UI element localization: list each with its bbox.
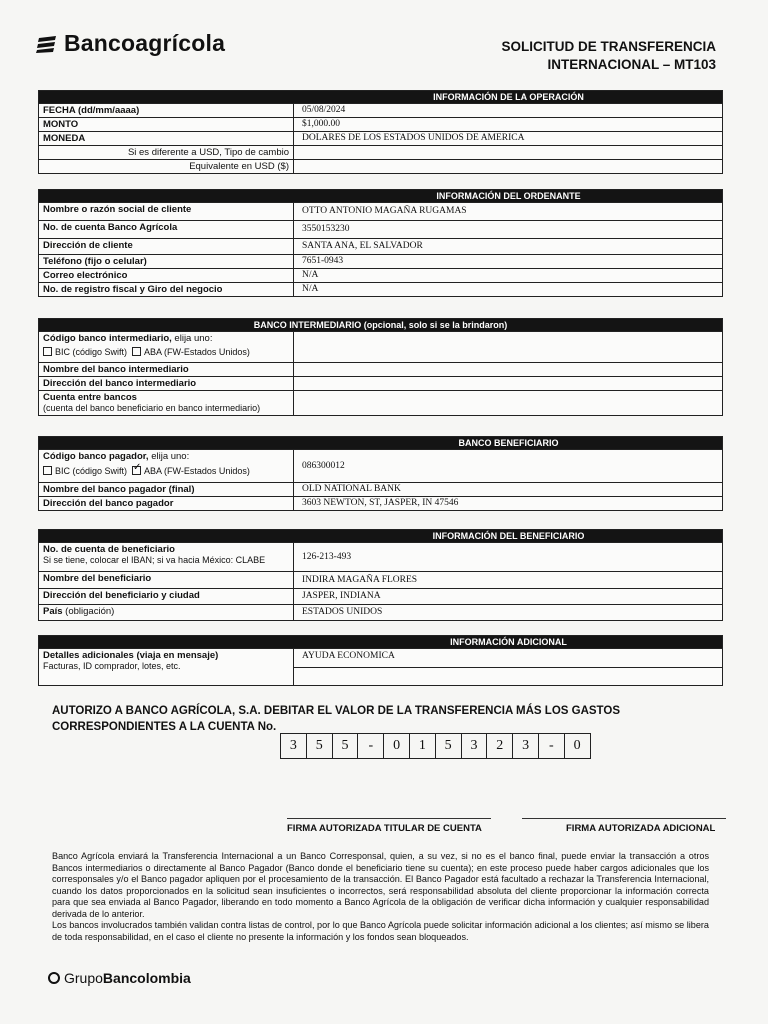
autorizacion-text: AUTORIZO A BANCO AGRÍCOLA, S.A. DEBITAR EL VALOR DE LA TRANSFERENCIA MÁS LOS GASTOS CORRESPONDIENTES A LA CUENTA No. bbox=[52, 705, 620, 733]
bancoagricola-logo bbox=[36, 30, 225, 57]
nombre-beneficiario-row: Nombre del beneficiario INDIRA MAGAÑA FLORES bbox=[39, 571, 722, 588]
account-digit[interactable]: 5 bbox=[435, 734, 461, 758]
beneficiario-header: INFORMACIÓN DEL BENEFICIARIO bbox=[39, 530, 722, 542]
direccion-cliente-field[interactable]: SANTA ANA, EL SALVADOR bbox=[302, 241, 423, 251]
grupo-bancolombia-logo: Grupo Bancolombia bbox=[48, 970, 191, 986]
bancolombia-logo-icon bbox=[48, 972, 60, 984]
detalles-field[interactable]: AYUDA ECONOMICA bbox=[294, 649, 722, 685]
cuenta-cliente-row: No. de cuenta Banco Agrícola 3550153230 bbox=[39, 220, 722, 238]
account-digit[interactable]: 1 bbox=[409, 734, 435, 758]
correo-field[interactable]: N/A bbox=[302, 270, 319, 280]
direccion-beneficiario-row: Dirección del beneficiario y ciudad JASPER, INDIANA bbox=[39, 588, 722, 604]
brand-name: Bancoagrícola bbox=[64, 30, 226, 56]
firma-adicional-label: FIRMA AUTORIZADA ADICIONAL bbox=[566, 823, 716, 834]
tipo-cambio-field[interactable] bbox=[294, 146, 722, 159]
nombre-intermediario-row: Nombre del banco intermediario bbox=[39, 362, 722, 376]
direccion-pagador-row: Dirección del banco pagador 3603 NEWTON, ST, JASPER, IN 47546 bbox=[39, 496, 722, 510]
aba-checkbox[interactable] bbox=[132, 347, 141, 356]
pais-row: País (obligación) ESTADOS UNIDOS bbox=[39, 604, 722, 620]
account-digit[interactable]: 0 bbox=[564, 734, 590, 758]
account-number-boxes bbox=[280, 733, 591, 759]
account-digit[interactable]: 5 bbox=[332, 734, 358, 758]
bank-logo-icon bbox=[36, 35, 58, 53]
fecha-row: FECHA (dd/mm/aaaa) 05/08/2024 bbox=[39, 103, 722, 117]
equivalente-field[interactable] bbox=[294, 160, 722, 173]
nombre-cliente-field[interactable]: OTTO ANTONIO MAGAÑA RUGAMAS bbox=[302, 206, 467, 216]
detalles-row: Detalles adicionales (viaja en mensaje) Facturas, ID comprador, lotes, etc. AYUDA ECONOMICA bbox=[39, 648, 722, 685]
registro-fiscal-field[interactable]: N/A bbox=[302, 284, 319, 294]
nombre-pagador-row: Nombre del banco pagador (final) OLD NATIONAL BANK bbox=[39, 482, 722, 496]
nombre-beneficiario-field[interactable]: INDIRA MAGAÑA FLORES bbox=[302, 574, 418, 585]
moneda-row: MONEDA DOLARES DE LOS ESTADOS UNIDOS DE AMERICA bbox=[39, 131, 722, 145]
account-digit[interactable]: 5 bbox=[306, 734, 332, 758]
direccion-pagador-field[interactable]: 3603 NEWTON, ST, JASPER, IN 47546 bbox=[302, 498, 459, 508]
equivalente-row: Equivalente en USD ($) bbox=[39, 159, 722, 173]
intermediario-header: BANCO INTERMEDIARIO (opcional, solo si se la brindaron) bbox=[39, 319, 722, 331]
account-digit[interactable]: 3 bbox=[512, 734, 538, 758]
intermediario-section bbox=[38, 318, 723, 416]
adicional-header: INFORMACIÓN ADICIONAL bbox=[39, 636, 722, 648]
document-title: SOLICITUD DE TRANSFERENCIA INTERNACIONAL – MT103 bbox=[501, 39, 716, 72]
telefono-row: Teléfono (fijo o celular) 7651-0943 bbox=[39, 254, 722, 268]
direccion-intermediario-row: Dirección del banco intermediario bbox=[39, 376, 722, 390]
banco-beneficiario-header: BANCO BENEFICIARIO bbox=[39, 437, 722, 449]
operacion-section bbox=[38, 90, 723, 174]
firma-titular-label: FIRMA AUTORIZADA TITULAR DE CUENTA bbox=[287, 823, 482, 834]
signature-line-adicional[interactable] bbox=[522, 818, 726, 819]
registro-fiscal-row: No. de registro fiscal y Giro del negocio N/A bbox=[39, 282, 722, 296]
cuenta-beneficiario-field[interactable]: 126-213-493 bbox=[302, 551, 352, 562]
disclaimer: Banco Agrícola enviará la Transferencia Internacional a un Banco Corresponsal, quien, a su vez, si no es el banco final, puede enviar la transacción a otros Bancos intermediarios o directamente al Banco Pagador (Banco donde el beneficiario tiene su cuenta); en este proceso puede haber cargos adicionales que los corresponsales y/o el Banco pagador apliquen por el procesamiento de la transacción. El Banco Pagador está facultado a rechazar la Transferencia Internacional, cuando los datos proporcionados en la solicitud sean insuficientes o incorrectos, será responsabilidad absoluta del cliente proporcionar la información correcta para que sea enviada al Banco Pagador, liberando en todo momento a Banco Agrícola de la obligación de verificar dicha información y cualquier responsabilidad derivada de lo anterior. Los bancos involucrados también validan contra listas de control, por lo que Banco Agrícola puede solicitar información adicional a los clientes; así mismo se libera de toda responsabilidad, en el caso el cliente no presente la información y los fondos sean bloqueados. bbox=[52, 851, 709, 942]
beneficiario-section bbox=[38, 529, 723, 621]
telefono-field[interactable]: 7651-0943 bbox=[302, 256, 344, 266]
moneda-field[interactable]: DOLARES DE LOS ESTADOS UNIDOS DE AMERICA bbox=[302, 133, 525, 143]
account-digit[interactable]: - bbox=[357, 734, 383, 758]
operacion-header: INFORMACIÓN DE LA OPERACIÓN bbox=[39, 91, 722, 103]
fecha-field[interactable]: 05/08/2024 bbox=[302, 105, 346, 115]
banco-beneficiario-section bbox=[38, 436, 723, 511]
cuenta-entre-bancos-field[interactable] bbox=[294, 391, 722, 415]
nombre-pagador-field[interactable]: OLD NATIONAL BANK bbox=[302, 484, 401, 494]
nombre-intermediario-field[interactable] bbox=[294, 363, 722, 376]
direccion-intermediario-field[interactable] bbox=[294, 377, 722, 390]
monto-field[interactable]: $1,000.00 bbox=[302, 119, 340, 129]
account-digit[interactable]: 2 bbox=[486, 734, 512, 758]
correo-row: Correo electrónico N/A bbox=[39, 268, 722, 282]
account-digit[interactable]: 3 bbox=[461, 734, 487, 758]
codigo-intermediario-row: Código banco intermediario, elija uno: BIC (código Swift) ABA (FW-Estados Unidos) bbox=[39, 331, 722, 362]
cuenta-cliente-field[interactable]: 3550153230 bbox=[302, 224, 350, 234]
adicional-section bbox=[38, 635, 723, 686]
codigo-intermediario-field[interactable] bbox=[294, 332, 722, 362]
bic-checkbox[interactable] bbox=[43, 466, 52, 475]
account-digit[interactable]: 3 bbox=[289, 738, 297, 753]
bic-checkbox[interactable] bbox=[43, 347, 52, 356]
pais-field[interactable]: ESTADOS UNIDOS bbox=[302, 607, 383, 617]
tipo-cambio-row: Si es diferente a USD, Tipo de cambio bbox=[39, 145, 722, 159]
monto-row: MONTO $1,000.00 bbox=[39, 117, 722, 131]
account-digit[interactable]: - bbox=[538, 734, 564, 758]
codigo-pagador-field[interactable]: 086300012 bbox=[302, 460, 345, 471]
cuenta-beneficiario-row: No. de cuenta de beneficiario Si se tiene, colocar el IBAN; si va hacia México: CLABE 126-213-493 bbox=[39, 542, 722, 571]
direccion-cliente-row: Dirección de cliente SANTA ANA, EL SALVADOR bbox=[39, 238, 722, 254]
direccion-beneficiario-field[interactable]: JASPER, INDIANA bbox=[302, 591, 381, 601]
codigo-pagador-row: Código banco pagador, elija uno: BIC (código Swift) ✓ ABA (FW-Estados Unidos) 086300012 bbox=[39, 449, 722, 482]
ordenante-section bbox=[38, 189, 723, 297]
cuenta-entre-bancos-row: Cuenta entre bancos (cuenta del banco beneficiario en banco intermediario) bbox=[39, 390, 722, 415]
account-digit[interactable]: 0 bbox=[383, 734, 409, 758]
nombre-cliente-row: Nombre o razón social de cliente OTTO ANTONIO MAGAÑA RUGAMAS bbox=[39, 202, 722, 220]
ordenante-header: INFORMACIÓN DEL ORDENANTE bbox=[39, 190, 722, 202]
aba-checkbox-checked[interactable] bbox=[132, 466, 141, 475]
signature-line-titular[interactable] bbox=[287, 818, 491, 819]
